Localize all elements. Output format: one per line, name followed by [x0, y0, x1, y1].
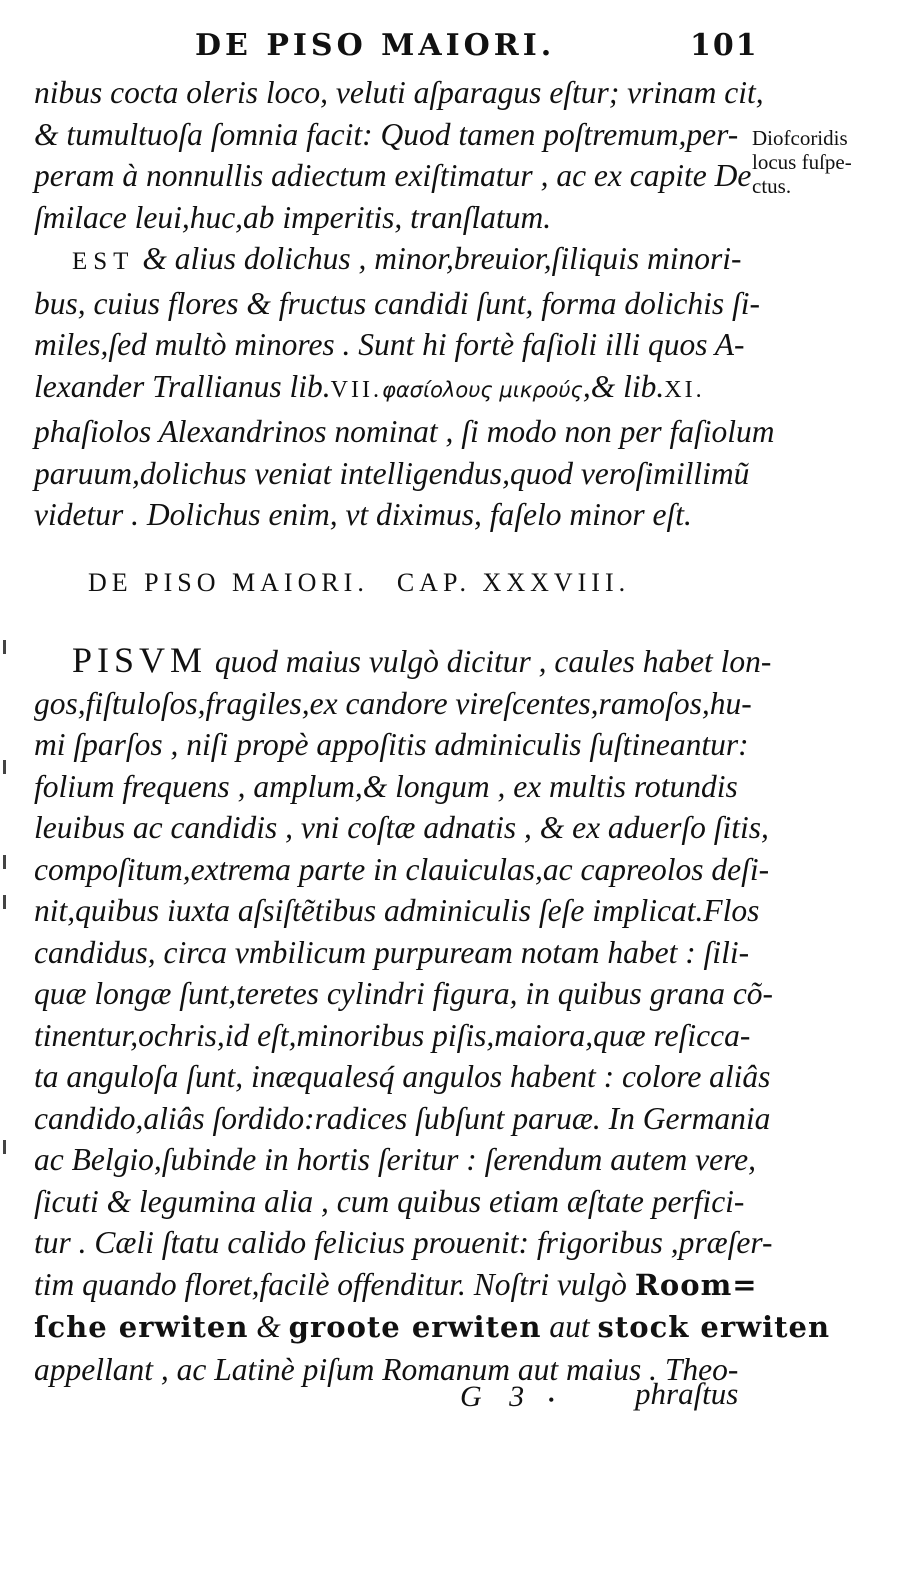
text-line: videtur . Dolichus enim, vt diximus, faſelo minor eſt. [34, 497, 692, 532]
signature-mark [460, 1380, 564, 1414]
vernacular-term: Room= [634, 1267, 758, 1302]
ink-speck [3, 855, 6, 869]
page-number: 101 [690, 28, 759, 63]
text-line: compoſitum,extrema parte in clauiculas,ac capreolos deſi- [34, 851, 770, 887]
marginal-note-line: ctus. [752, 174, 792, 198]
text-fragment: quod maius vulgò dicitur , caules habet lon- [207, 644, 772, 679]
text-line: ac Belgio,ſubinde in hortis ſeritur : ſerendum autem vere, [34, 1142, 757, 1177]
vernacular-line [34, 1264, 758, 1307]
paragraph-start-line [34, 640, 772, 683]
ink-speck [3, 760, 6, 774]
text-line: phaſiolos Alexandrinos nominat , ſi modo non per faſiolum [34, 414, 775, 449]
text-line: miles,ſed multò minores . Sunt hi fortè faſioli illi quos A- [34, 327, 745, 362]
paragraph-lead-caps: EST [72, 248, 135, 275]
text-line: quæ longæ ſunt,teretes cylindri figura, in quibus grana cõ- [34, 976, 774, 1011]
text-fragment: aut [541, 1309, 598, 1344]
vernacular-line [34, 1306, 831, 1349]
text-line: candidus, circa vmbilicum purpuream notam habet : ſili- [34, 934, 750, 970]
dropcap-word: PISVM [72, 640, 208, 680]
text-line: leuibus ac candidis , vni coſtæ adnatis , & ex aduerſo ſitis, [34, 810, 769, 845]
text-fragment: tim quando floret,facilè offenditur. Noſtri vulgò [34, 1266, 635, 1302]
text-line: nit,quibus iuxta aſsiſtẽtibus adminiculis ſeſe implicat.Flos [34, 893, 760, 928]
chapter-number: CAP. XXXVIII. [396, 568, 631, 597]
text-line: ſmilace leui,huc,ab imperitis, tranſlatum. [34, 199, 552, 235]
ink-speck [3, 1140, 6, 1154]
text-line: mi ſparſos , niſi propè appoſitis adminiculis ſuſtineantur: [34, 727, 749, 762]
text-line: bus, cuius flores & fructus candidi ſunt, forma dolichis ſi- [34, 285, 760, 321]
text-line: candido,aliâs ſordido:radices ſubſunt paruæ. In Germania [34, 1100, 771, 1136]
section-one-text [34, 72, 775, 536]
text-line: nibus cocta oleris loco, veluti aſparagus eſtur; vrinam cit, [34, 75, 764, 110]
book-number: VII. [330, 376, 382, 403]
chapter-title: DE PISO MAIORI. [88, 568, 369, 597]
margin-specks [0, 640, 10, 1160]
section-two-text [34, 640, 831, 1390]
signature-bullet: • [548, 1390, 565, 1410]
text-line: folium frequens , amplum,& longum , ex multis rotundis [34, 768, 738, 804]
text-fragment: & alius dolichus , minor,breuior,ſiliquis minori- [134, 241, 742, 276]
text-line: ta anguloſa ſunt, inæqualesq́ angulos habent : colore aliâs [34, 1059, 771, 1094]
ink-speck [3, 640, 6, 654]
catchword: phraſtus [635, 1376, 739, 1411]
text-line: appellant , ac Latinè piſum Romanum aut maius . Theo- [34, 1351, 739, 1387]
ink-speck [3, 895, 6, 909]
text-line: tinentur,ochris,id eſt,minoribus piſis,maiora,quæ reſicca- [34, 1017, 751, 1053]
vernacular-term: stock erwiten [597, 1310, 831, 1344]
marginal-note-line: Diofcoridis [752, 126, 848, 150]
text-line: ſicuti & legumina alia , cum quibus etiam æſtate perfici- [34, 1183, 745, 1219]
vernacular-term: ſche erwiten [34, 1310, 249, 1344]
text-fragment: & [248, 1309, 289, 1344]
text-fragment: lexander Trallianus lib. [34, 368, 331, 404]
text-line-with-greek [34, 366, 746, 412]
text-line: paruum,dolichus veniat intelligendus,quod veroſimillimũ [34, 455, 750, 491]
marginal-note-line: locus fuſpe- [752, 150, 852, 174]
marginal-note [752, 126, 897, 198]
text-fragment: ,& lib. [582, 368, 665, 404]
running-head-title: DE PISO MAIORI. [195, 28, 556, 63]
chapter-heading [88, 568, 630, 598]
vernacular-term: groote erwiten [288, 1310, 542, 1344]
greek-phrase: φασίολους μικρούς [381, 377, 583, 402]
paragraph-start-line [34, 238, 746, 283]
book-number: XI. [664, 376, 705, 403]
text-line: gos,fiſtuloſos,fragiles,ex candore vireſcentes,ramoſos,hu- [34, 685, 752, 721]
text-line: peram à nonnullis adiectum exiſtimatur , ac ex capite De [34, 158, 752, 193]
signature-label: G 3 [460, 1380, 535, 1413]
text-line: & tumultuoſa ſomnia facit: Quod tamen poſtremum,per- [34, 116, 739, 152]
text-line: tur . Cæli ſtatu calido felicius prouenit: frigoribus ,præſer- [34, 1225, 773, 1260]
